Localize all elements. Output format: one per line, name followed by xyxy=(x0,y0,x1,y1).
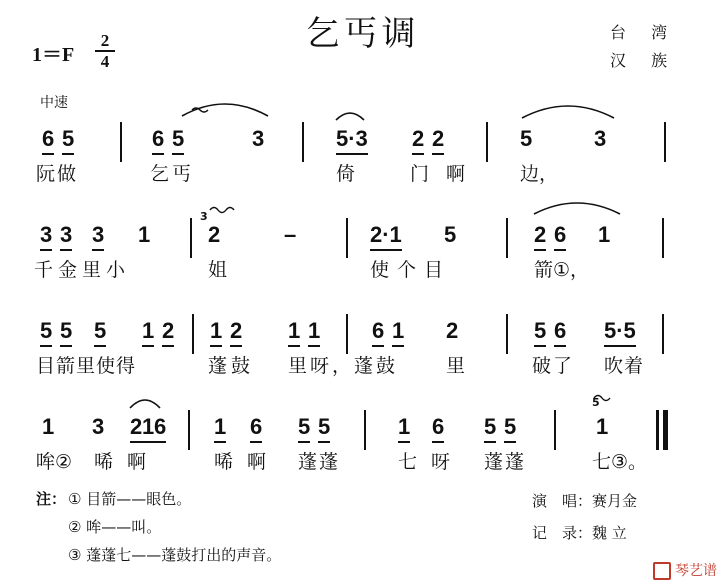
note: 2 xyxy=(446,318,459,343)
note: 5 xyxy=(298,414,310,443)
time-signature xyxy=(95,32,115,70)
note: 5 xyxy=(60,318,72,347)
note: 6 xyxy=(154,414,166,443)
note: 1 xyxy=(210,318,222,347)
watermark-text: 琴艺谱 xyxy=(675,563,717,579)
credits xyxy=(532,490,637,544)
time-signature-top: 2 xyxy=(100,31,110,50)
note: 5 xyxy=(62,126,74,155)
recorder-credit: 记 录：魏 立 xyxy=(532,524,627,542)
singer-credit: 演 唱：赛月金 xyxy=(532,492,638,510)
note: 1 xyxy=(142,414,154,443)
footnote-1: ① 目箭——眼色。 xyxy=(68,490,192,508)
note: 1 xyxy=(596,414,609,439)
lyric: 门 xyxy=(410,163,430,185)
lyric: 破了 xyxy=(532,355,575,377)
slur-mark xyxy=(520,100,616,120)
dash-extension: – xyxy=(284,222,297,247)
lyric: 倚 xyxy=(336,163,356,185)
note: 1 xyxy=(288,318,300,347)
time-signature-bottom: 4 xyxy=(100,52,110,71)
lyric: 里呀，蓬鼓 xyxy=(288,355,399,377)
note: 6 xyxy=(42,126,54,155)
note: 1 xyxy=(214,414,226,443)
footnote-2: ② 哞——叫。 xyxy=(68,518,162,536)
note: 2 xyxy=(412,126,424,155)
note: 2 xyxy=(534,222,546,251)
note: 6 xyxy=(554,222,566,251)
lyric: 唏啊 xyxy=(214,451,281,473)
lyric: 千金里小 xyxy=(34,259,131,281)
lyric: 里 xyxy=(446,355,466,377)
note: 1 xyxy=(392,318,404,347)
lyric: 七③。 xyxy=(592,451,648,473)
note: 5 xyxy=(318,414,330,443)
lyric-line xyxy=(0,258,725,288)
note: 2·1 xyxy=(370,222,402,251)
note: 6 xyxy=(432,414,444,443)
lyric: 阮做 xyxy=(36,163,79,185)
note: 5·3 xyxy=(336,126,368,155)
lyric: 边， xyxy=(520,163,559,185)
footnotes xyxy=(68,488,281,566)
note: 6 xyxy=(250,414,262,443)
key-signature: 1＝F xyxy=(32,44,75,66)
note: 6 xyxy=(372,318,384,347)
note: 5 xyxy=(172,126,184,155)
score-row-4 xyxy=(0,396,725,490)
lyric: 蓬蓬 xyxy=(298,451,341,473)
note: 5 xyxy=(534,318,546,347)
lyric: 目箭里使得 xyxy=(36,355,137,377)
slur-mark xyxy=(180,96,270,118)
lyric: 箭①， xyxy=(534,259,590,281)
slur-mark xyxy=(334,108,366,122)
note: 2 xyxy=(432,126,444,155)
note: 3 xyxy=(40,222,52,251)
note: 2 xyxy=(130,414,142,443)
lyric: 吹着 xyxy=(604,355,645,377)
lyric-line xyxy=(0,450,725,480)
lyric: 唏啊 xyxy=(94,451,161,473)
song-title: 乞丐调 xyxy=(305,14,420,54)
origin-ethnicity: 汉 族 xyxy=(610,51,678,70)
lyric: 使个目 xyxy=(370,259,452,281)
logo-icon xyxy=(653,562,671,580)
notes-label: 注： xyxy=(36,490,67,508)
lyric: 姐 xyxy=(208,259,228,281)
note: 2 xyxy=(230,318,242,347)
note: 5 xyxy=(444,222,457,247)
footnote-3: ③ 蓬蓬七——蓬鼓打出的声音。 xyxy=(68,546,282,564)
grace-note: 5 xyxy=(592,396,600,409)
note: 1 xyxy=(308,318,320,347)
lyric: 蓬蓬 xyxy=(484,451,527,473)
note: 3 xyxy=(92,222,104,251)
origin-region: 台 湾 xyxy=(610,23,678,42)
score-row-1 xyxy=(0,122,725,202)
tempo-marking: 中速 xyxy=(40,95,68,111)
score-row-3 xyxy=(0,314,725,394)
note: 6 xyxy=(152,126,164,155)
note: 5 xyxy=(484,414,496,443)
grace-note: 3 xyxy=(200,210,208,223)
note: 3 xyxy=(92,414,105,439)
note: 1 xyxy=(142,318,154,347)
note: 5·5 xyxy=(604,318,636,347)
slur-mark xyxy=(128,394,162,410)
note: 3 xyxy=(60,222,72,251)
lyric: 哞② xyxy=(36,451,73,473)
note: 3 xyxy=(252,126,265,151)
lyric: 乞丐 xyxy=(150,163,195,185)
score-row-2 xyxy=(0,210,725,298)
note: 2 xyxy=(162,318,174,347)
note: 5 xyxy=(94,318,106,347)
lyric: 七呀 xyxy=(398,451,465,473)
lyric-line xyxy=(0,162,725,192)
slur-mark xyxy=(532,198,622,216)
note: 1 xyxy=(598,222,611,247)
note: 1 xyxy=(42,414,55,439)
note: 1 xyxy=(138,222,151,247)
note: 5 xyxy=(504,414,516,443)
note: 5 xyxy=(520,126,533,151)
lyric: 啊 xyxy=(446,163,466,185)
note: 1 xyxy=(398,414,410,443)
lyric-line xyxy=(0,354,725,384)
note: 2 xyxy=(208,222,221,247)
note: 6 xyxy=(554,318,566,347)
watermark-logo xyxy=(653,560,717,580)
note: 5 xyxy=(40,318,52,347)
note: 3 xyxy=(594,126,607,151)
lyric: 蓬鼓 xyxy=(208,355,255,377)
